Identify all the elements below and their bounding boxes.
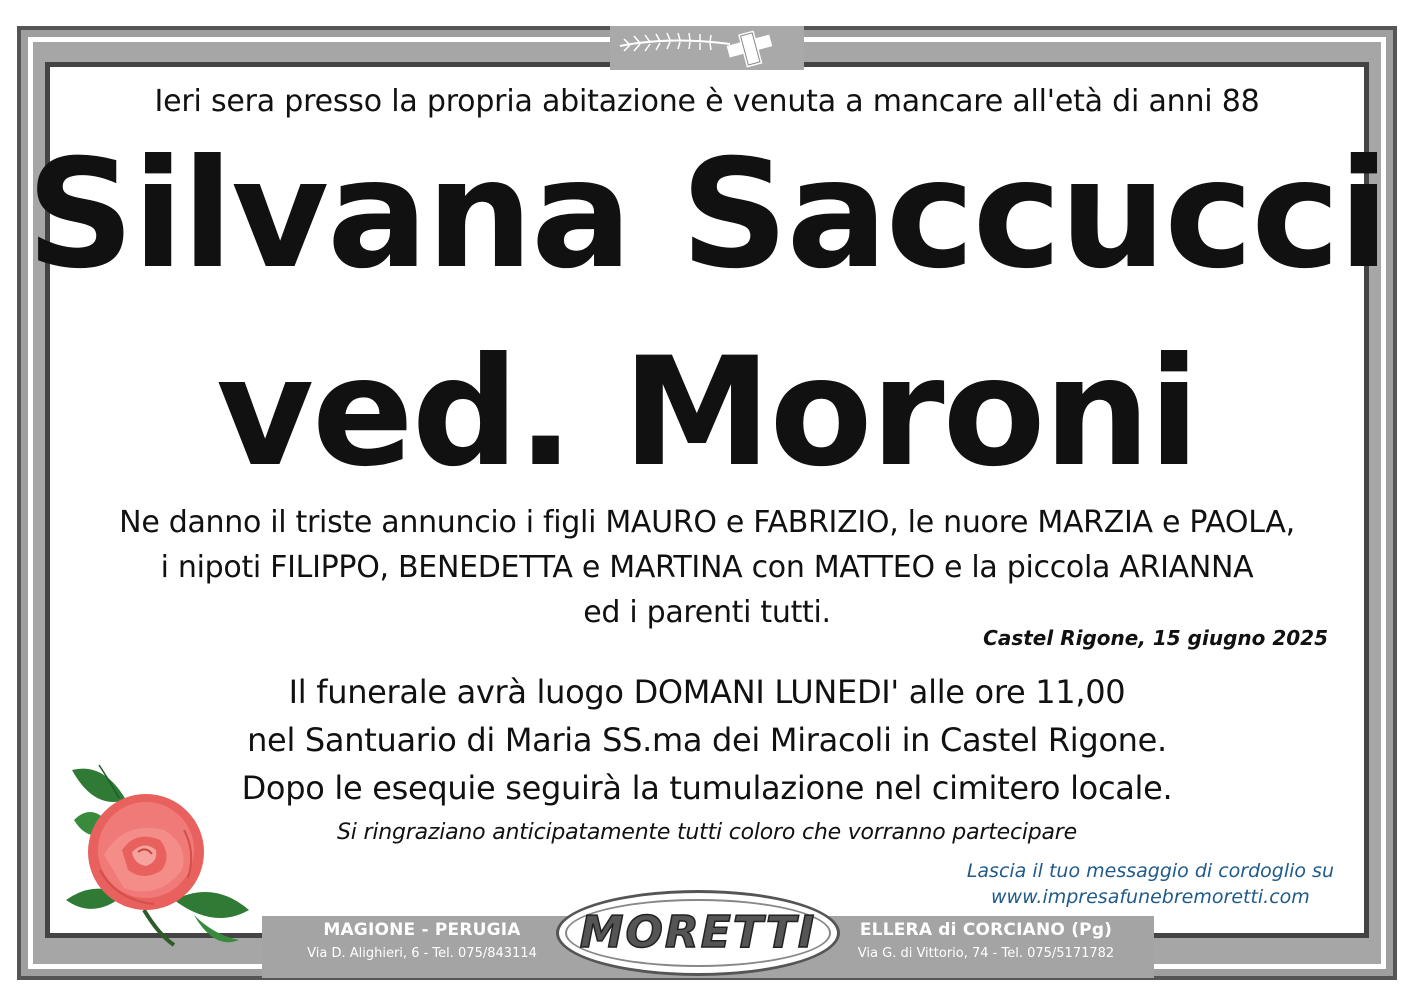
condolence-prompt: Lascia il tuo messaggio di cordoglio su: [966, 860, 1334, 882]
funeral-home-footer: [262, 907, 1154, 978]
left-office-city: MAGIONE - PERUGIA: [323, 920, 521, 940]
palm-and-cross-icon: [610, 26, 804, 70]
moretti-logo: [556, 890, 840, 976]
left-office-info: [272, 920, 572, 961]
place-and-date: Castel Rigone, 15 giugno 2025: [983, 626, 1328, 650]
right-office-address: Via G. di Vittorio, 74 - Tel. 075/5171782: [857, 946, 1115, 961]
logo-wordmark: MORETTI: [579, 907, 817, 958]
family-line: i nipoti FILIPPO, BENEDETTA e MARTINA con MATTEO e la piccola ARIANNA: [160, 550, 1254, 585]
condolence-website-link[interactable]: www.impresafunebremoretti.com: [991, 886, 1310, 908]
family-announcement: [0, 500, 1414, 635]
condolence-message: [967, 858, 1334, 910]
funeral-line: nel Santuario di Maria SS.ma dei Miracoli in Castel Rigone.: [247, 721, 1167, 759]
intro-text: Ieri sera presso la propria abitazione è venuta a mancare all'età di anni 88: [154, 84, 1260, 119]
funeral-line: Dopo le esequie seguirà la tumulazione nel cimitero locale.: [241, 769, 1173, 807]
right-office-info: [836, 920, 1136, 961]
deceased-married-name: ved. Moroni: [216, 326, 1198, 500]
family-line: Ne danno il triste annuncio i figli MAURO e FABRIZIO, le nuore MARZIA e PAOLA,: [119, 505, 1295, 540]
left-office-address: Via D. Alighieri, 6 - Tel. 075/843114: [307, 946, 537, 961]
pink-rose-icon: [64, 760, 264, 950]
deceased-name: Silvana Saccucci: [26, 128, 1388, 302]
right-office-city: ELLERA di CORCIANO (Pg): [859, 920, 1113, 940]
funeral-line: Il funerale avrà luogo DOMANI LUNEDI' alle ore 11,00: [288, 673, 1126, 711]
thanks-text: Si ringraziano anticipatamente tutti coloro che vorranno partecipare: [337, 820, 1077, 845]
family-line: ed i parenti tutti.: [583, 595, 831, 630]
